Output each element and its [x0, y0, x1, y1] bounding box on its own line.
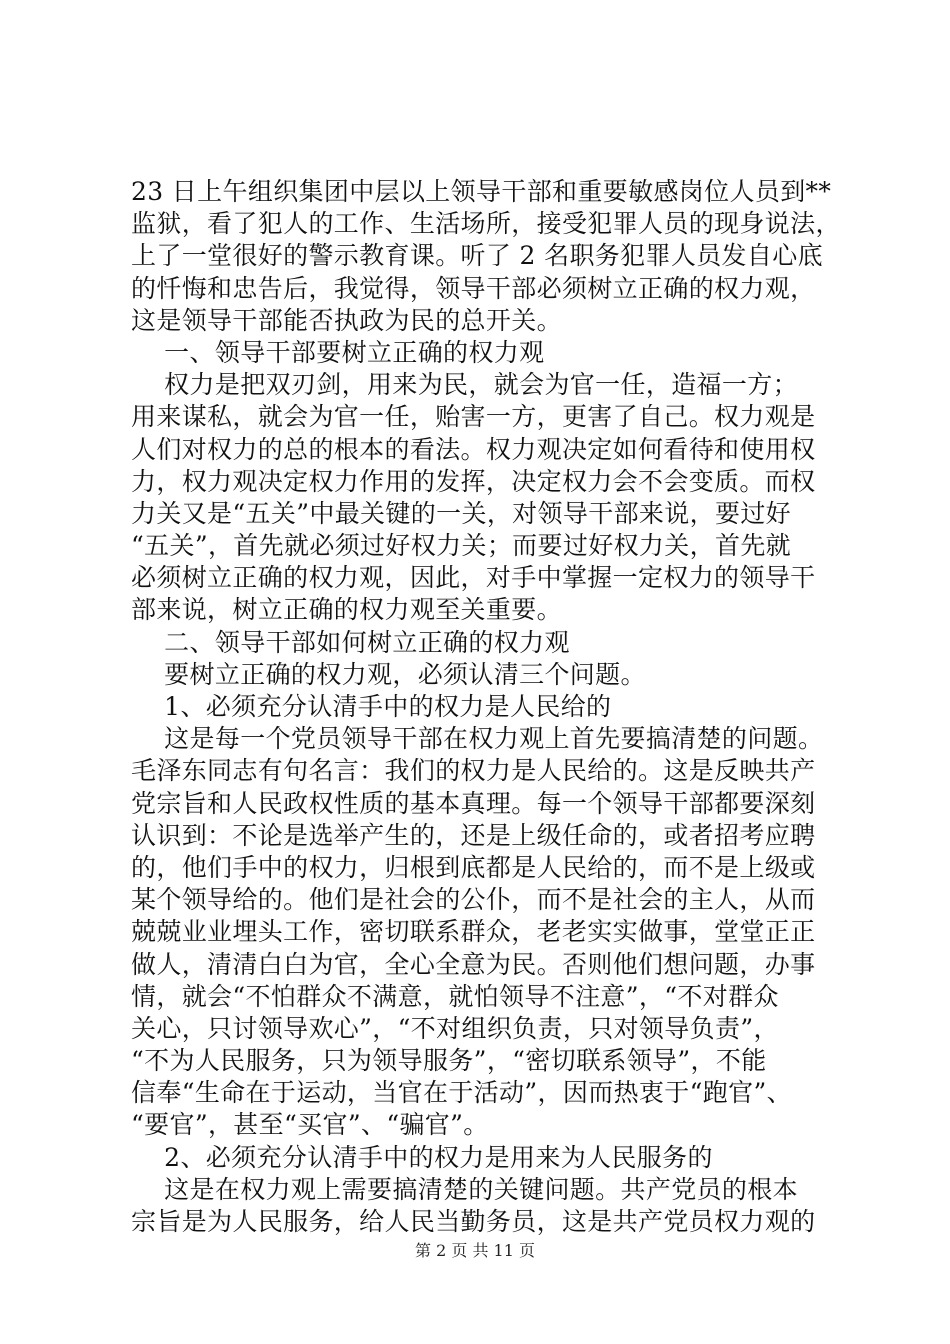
text-line: 毛泽东同志有句名言：我们的权力是人民给的。这是反映共产: [131, 756, 816, 786]
text-line: 1、必须充分认清手中的权力是人民给的: [131, 692, 612, 721]
text-line: 兢兢业业埋头工作，密切联系群众，老老实实做事，堂堂正正: [131, 917, 816, 947]
page-number-footer: 第 2 页 共 11 页: [415, 1241, 535, 1260]
text-line: 上了一堂很好的警示教育课。听了 2 名职务犯罪人员发自心底: [131, 241, 823, 271]
text-line: “五关”，首先就必须过好权力关；而要过好权力关，首先就: [131, 531, 792, 561]
text-line: “要官”，甚至“买官”、“骗官”。: [131, 1110, 489, 1140]
text-line: 某个领导给的。他们是社会的公仆，而不是社会的主人，从而: [131, 885, 816, 915]
text-line: 必须树立正确的权力观，因此，对手中掌握一定权力的领导干: [131, 563, 816, 593]
text-line: 一、领导干部要树立正确的权力观: [131, 337, 545, 367]
text-line: 用来谋私，就会为官一任，贻害一方，更害了自己。权力观是: [131, 402, 816, 432]
text-line: 力关又是“五关”中最关键的一关，对领导干部来说，要过好: [131, 498, 792, 528]
text-line: 党宗旨和人民政权性质的基本真理。每一个领导干部都要深刻: [131, 788, 816, 818]
document-body: [131, 176, 851, 1238]
text-line: 认识到：不论是选举产生的，还是上级任命的，或者招考应聘: [131, 820, 816, 850]
text-line: 这是每一个党员领导干部在权力观上首先要搞清楚的问题。: [131, 724, 824, 754]
text-line: 这是领导干部能否执政为民的总开关。: [131, 305, 562, 335]
text-line: 部来说，树立正确的权力观至关重要。: [131, 595, 562, 625]
text-line: 做人，清清白白为官，全心全意为民。否则他们想问题，办事: [131, 949, 816, 979]
text-line: 权力是把双刃剑，用来为民，就会为官一任，造福一方；: [131, 370, 798, 400]
text-line: 力，权力观决定权力作用的发挥，决定权力会不会变质。而权: [131, 466, 816, 496]
text-line: 关心，只讨领导欢心”，“不对组织负责，只对领导负责”，: [131, 1013, 779, 1043]
text-line: 23 日上午组织集团中层以上领导干部和重要敏感岗位人员到**: [131, 177, 832, 206]
text-line: 二、领导干部如何树立正确的权力观: [131, 627, 570, 657]
text-line: 的忏悔和忠告后，我觉得，领导干部必须树立正确的权力观，: [131, 273, 816, 303]
text-line: 要树立正确的权力观，必须认清三个问题。: [131, 659, 646, 689]
text-line: 情，就会“不怕群众不满意，就怕领导不注意”，“不对群众: [131, 981, 779, 1011]
text-line: 监狱，看了犯人的工作、生活场所，接受犯罪人员的现身说法，: [131, 209, 841, 239]
text-line: 2、必须充分认清手中的权力是用来为人民服务的: [131, 1142, 713, 1172]
text-line: 人们对权力的总的根本的看法。权力观决定如何看待和使用权: [131, 434, 816, 464]
text-line: 的，他们手中的权力，归根到底都是人民给的，而不是上级或: [131, 852, 816, 882]
text-line: 信奉“生命在于运动，当官在于活动”，因而热衷于“跑官”、: [131, 1078, 792, 1108]
text-line: 这是在权力观上需要搞清楚的关键问题。共产党员的根本: [131, 1174, 798, 1204]
text-line: “不为人民服务，只为领导服务”，“密切联系领导”，不能: [131, 1046, 767, 1076]
text-line: 宗旨是为人民服务，给人民当勤务员，这是共产党员权力观的: [131, 1207, 816, 1236]
